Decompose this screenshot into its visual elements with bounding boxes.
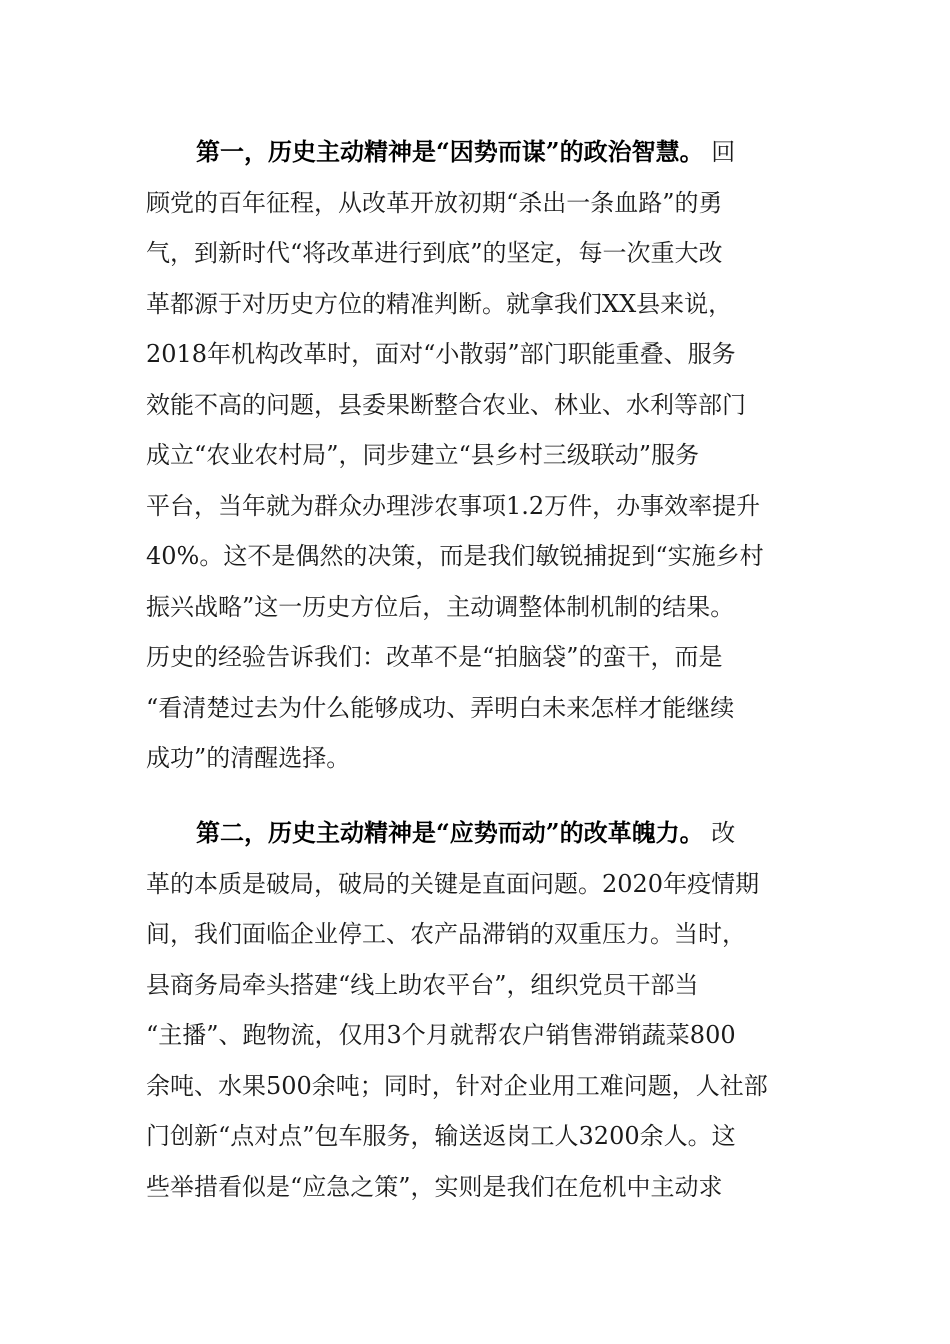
paragraph-2	[146, 808, 806, 1212]
paragraph-first-line	[146, 127, 806, 178]
paragraph-text: 改	[711, 819, 736, 847]
paragraph-line: 县商务局牵头搭建“线上助农平台”，组织党员干部当	[146, 970, 699, 999]
paragraph-line: 效能不高的问题，县委果断整合农业、林业、水利等部门	[146, 390, 746, 419]
paragraph-line: 些举措看似是“应急之策”，实则是我们在危机中主动求	[146, 1172, 723, 1201]
paragraph-line: 气，到新时代“将改革进行到底”的坚定，每一次重大改	[146, 239, 723, 267]
paragraph-line: 门创新“点对点”包车服务，输送返岗工人3200余人。这	[146, 1122, 736, 1150]
paragraph-line: 革的本质是破局，破局的关键是直面问题。2020年疫情期	[146, 869, 760, 898]
paragraph-line: 振兴战略”这一历史方位后，主动调整体制机制的结果。	[146, 592, 735, 621]
paragraph-first-line	[146, 808, 806, 859]
paragraph-line: 余吨、水果500余吨；同时，针对企业用工难问题，人社部	[146, 1071, 768, 1100]
paragraph-line: 成立“农业农村局”，同步建立“县乡村三级联动”服务	[146, 441, 700, 469]
paragraph-line: 革都源于对历史方位的精准判断。就拿我们XX县来说，	[146, 289, 733, 318]
paragraph-line: “主播”、跑物流，仅用3个月就帮农户销售滞销蔬菜800	[146, 1021, 736, 1049]
paragraph-text: 回	[711, 138, 736, 166]
paragraph-1	[146, 127, 806, 784]
paragraph-line: 顾党的百年征程，从改革开放初期“杀出一条血路”的勇	[146, 188, 723, 217]
paragraph-line: 平台，当年就为群众办理涉农事项1.2万件，办事效率提升	[146, 491, 761, 520]
paragraph-line: 40%。这不是偶然的决策，而是我们敏锐捕捉到“实施乡村	[146, 542, 764, 570]
paragraph-line: 2018年机构改革时，面对“小散弱”部门职能重叠、服务	[146, 340, 736, 368]
paragraph-line: 成功”的清醒选择。	[146, 744, 351, 772]
paragraph-line: 间，我们面临企业停工、农产品滞销的双重压力。当时，	[146, 920, 746, 948]
paragraph-line: “看清楚过去为什么能够成功、弄明白未来怎样才能继续	[146, 693, 735, 722]
paragraph-line: 历史的经验告诉我们：改革不是“拍脑袋”的蛮干，而是	[146, 643, 723, 671]
paragraph-heading: 第一，历史主动精神是“因势而谋”的政治智慧。	[196, 137, 704, 166]
paragraph-heading: 第二，历史主动精神是“应势而动”的改革魄力。	[196, 818, 704, 847]
